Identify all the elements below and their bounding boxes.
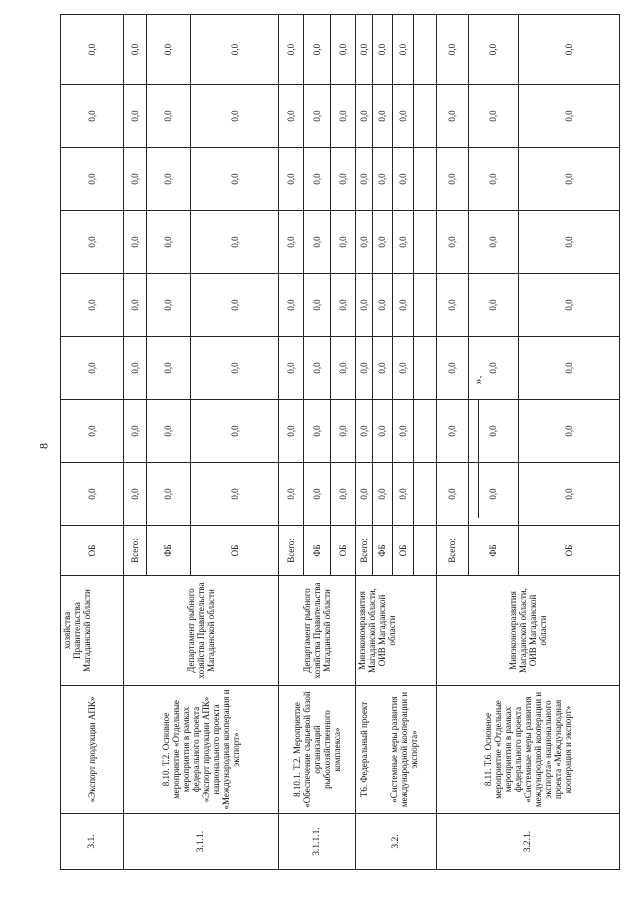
value-cell: 0,0 xyxy=(518,400,619,463)
value-cell: 0,0 xyxy=(518,337,619,400)
row-group-header: Т6. Федеральный проект xyxy=(356,686,372,814)
value-cell: 0,0 xyxy=(372,400,392,463)
value-cell: 0,0 xyxy=(356,15,372,85)
value-cell: 0,0 xyxy=(468,274,518,337)
value-cell: 0,0 xyxy=(356,211,372,274)
value-cell: 0,0 xyxy=(304,337,330,400)
value-cell: 0,0 xyxy=(146,463,190,526)
value-cell: 0,0 xyxy=(279,85,304,148)
row-name: 8.10. Т.2. Основное мероприятие «Отдельные мероприятия в рамках федерального проекта «Экспорт продукции АПК» национального проекта «Международная кооперация и экспорт» xyxy=(124,686,279,814)
value-cell: 0,0 xyxy=(468,148,518,211)
value-cell: 0,0 xyxy=(330,463,355,526)
value-cell-empty xyxy=(414,85,437,148)
value-cell: 0,0 xyxy=(468,463,518,526)
value-cell: 0,0 xyxy=(436,400,468,463)
value-cell: 0,0 xyxy=(392,148,413,211)
value-cell: 0,0 xyxy=(392,463,413,526)
value-cell: 0,0 xyxy=(304,85,330,148)
row-number: 3.2. xyxy=(356,814,437,870)
value-cell: 0,0 xyxy=(279,148,304,211)
value-cell: 0,0 xyxy=(436,274,468,337)
value-cell: 0,0 xyxy=(468,211,518,274)
value-cell: 0,0 xyxy=(146,400,190,463)
value-cell: 0,0 xyxy=(146,148,190,211)
value-cell: 0,0 xyxy=(518,274,619,337)
value-cell-empty xyxy=(414,274,437,337)
row-executor: Минэкономразвития Магаданской области, ОИВ Магаданской области xyxy=(436,576,619,686)
value-cell: 0,0 xyxy=(330,85,355,148)
value-cell: 0,0 xyxy=(330,400,355,463)
value-cell: 0,0 xyxy=(330,211,355,274)
value-cell: 0,0 xyxy=(61,463,124,526)
table-row xyxy=(356,15,372,870)
value-cell: 0,0 xyxy=(356,400,372,463)
value-cell: 0,0 xyxy=(190,463,278,526)
value-cell: 0,0 xyxy=(190,400,278,463)
row-number: 3.2.1. xyxy=(436,814,619,870)
row-name: «Экспорт продукции АПК» xyxy=(61,686,124,814)
value-cell: 0,0 xyxy=(392,274,413,337)
value-cell: 0,0 xyxy=(146,274,190,337)
value-cell: 0,0 xyxy=(190,148,278,211)
value-cell: 0,0 xyxy=(279,211,304,274)
value-cell: 0,0 xyxy=(372,85,392,148)
value-cell-empty xyxy=(414,15,437,85)
row-executor: Департамент рыбного хозяйства Правительства Магаданской области xyxy=(279,576,356,686)
value-cell: 0,0 xyxy=(356,274,372,337)
funding-source: ОБ xyxy=(392,526,413,576)
value-cell: 0,0 xyxy=(372,274,392,337)
value-cell: 0,0 xyxy=(330,148,355,211)
closing-quote: ». xyxy=(470,375,485,385)
value-cell-empty xyxy=(414,211,437,274)
funding-source-empty xyxy=(414,526,437,576)
value-cell: 0,0 xyxy=(124,85,147,148)
value-cell-empty xyxy=(414,337,437,400)
funding-source: ОБ xyxy=(330,526,355,576)
value-cell: 0,0 xyxy=(468,400,518,463)
funding-source: Всего: xyxy=(356,526,372,576)
row-name: 8.10.1. Т.2. Мероприятие «Обеспечение сырьевой базой организаций рыбохозяйственного комплекса» xyxy=(279,686,356,814)
value-cell-empty xyxy=(414,400,437,463)
value-cell: 0,0 xyxy=(372,463,392,526)
row-executor: Минэкономразвития Магаданской области, ОИВ Магаданской области xyxy=(356,576,437,686)
row-executor: хозяйства Правительства Магаданской области xyxy=(61,576,124,686)
table-row xyxy=(372,15,392,870)
row-name: 8.11. Т.6. Основное мероприятие «Отдельные мероприятия в рамках федерального проекта «Системные меры развития международной кооперации и экспорта» национального проекта «Международная кооперация и экспорт» xyxy=(436,686,619,814)
value-cell: 0,0 xyxy=(330,337,355,400)
table-row xyxy=(124,15,147,870)
value-cell: 0,0 xyxy=(436,15,468,85)
value-cell: 0,0 xyxy=(279,463,304,526)
value-cell: 0,0 xyxy=(518,211,619,274)
table-row xyxy=(61,15,124,870)
value-cell: 0,0 xyxy=(279,337,304,400)
value-cell: 0,0 xyxy=(146,211,190,274)
value-cell: 0,0 xyxy=(124,148,147,211)
value-cell: 0,0 xyxy=(304,15,330,85)
value-cell: 0,0 xyxy=(392,400,413,463)
budget-table xyxy=(60,14,620,870)
value-cell: 0,0 xyxy=(124,463,147,526)
funding-source: ОБ xyxy=(61,526,124,576)
value-cell: 0,0 xyxy=(468,337,518,400)
row-number: 3.1.1.1. xyxy=(279,814,356,870)
funding-source: Всего: xyxy=(436,526,468,576)
row-number: 3.1. xyxy=(61,814,124,870)
funding-source: ОБ xyxy=(190,526,278,576)
value-cell: 0,0 xyxy=(436,463,468,526)
value-cell: 0,0 xyxy=(190,211,278,274)
page-number: 8 xyxy=(36,443,51,449)
value-cell: 0,0 xyxy=(436,85,468,148)
value-cell: 0,0 xyxy=(392,337,413,400)
value-cell: 0,0 xyxy=(124,15,147,85)
value-cell: 0,0 xyxy=(61,85,124,148)
value-cell-empty xyxy=(414,463,437,526)
value-cell: 0,0 xyxy=(518,15,619,85)
value-cell: 0,0 xyxy=(372,211,392,274)
value-cell: 0,0 xyxy=(356,148,372,211)
table-row xyxy=(436,15,468,870)
value-cell: 0,0 xyxy=(61,211,124,274)
value-cell: 0,0 xyxy=(372,148,392,211)
value-cell: 0,0 xyxy=(436,337,468,400)
value-cell: 0,0 xyxy=(304,211,330,274)
value-cell: 0,0 xyxy=(392,85,413,148)
value-cell: 0,0 xyxy=(304,274,330,337)
funding-source: ФБ xyxy=(304,526,330,576)
value-cell: 0,0 xyxy=(124,400,147,463)
value-cell: 0,0 xyxy=(356,463,372,526)
funding-source: ФБ xyxy=(468,526,518,576)
value-cell: 0,0 xyxy=(304,400,330,463)
funding-source: ФБ xyxy=(372,526,392,576)
value-cell: 0,0 xyxy=(279,400,304,463)
value-cell: 0,0 xyxy=(304,148,330,211)
value-cell: 0,0 xyxy=(61,400,124,463)
rotated-table-wrapper xyxy=(60,15,620,870)
row-number: 3.1.1. xyxy=(124,814,279,870)
value-cell: 0,0 xyxy=(356,85,372,148)
value-cell: 0,0 xyxy=(392,211,413,274)
value-cell: 0,0 xyxy=(468,85,518,148)
value-cell: 0,0 xyxy=(518,148,619,211)
value-cell: 0,0 xyxy=(61,337,124,400)
value-cell: 0,0 xyxy=(279,15,304,85)
value-cell: 0,0 xyxy=(190,15,278,85)
value-cell: 0,0 xyxy=(436,148,468,211)
value-cell: 0,0 xyxy=(518,463,619,526)
value-cell-empty xyxy=(414,148,437,211)
value-cell: 0,0 xyxy=(279,274,304,337)
value-cell: 0,0 xyxy=(61,274,124,337)
value-cell: 0,0 xyxy=(124,337,147,400)
table-row xyxy=(279,15,304,870)
value-cell: 0,0 xyxy=(190,337,278,400)
value-cell: 0,0 xyxy=(372,15,392,85)
row-executor: Департамент рыбного хозяйства Правительства Магаданской области xyxy=(124,576,279,686)
value-cell: 0,0 xyxy=(330,274,355,337)
value-cell: 0,0 xyxy=(518,85,619,148)
value-cell: 0,0 xyxy=(146,337,190,400)
value-cell: 0,0 xyxy=(392,15,413,85)
value-cell: 0,0 xyxy=(124,211,147,274)
value-cell: 0,0 xyxy=(304,463,330,526)
funding-source: Всего: xyxy=(124,526,147,576)
value-cell: 0,0 xyxy=(356,337,372,400)
value-cell: 0,0 xyxy=(61,15,124,85)
funding-source: Всего: xyxy=(279,526,304,576)
value-cell: 0,0 xyxy=(436,211,468,274)
value-cell: 0,0 xyxy=(61,148,124,211)
value-cell: 0,0 xyxy=(146,85,190,148)
row-name: «Системные меры развития международной кооперации и экспорта» xyxy=(372,686,436,814)
value-cell: 0,0 xyxy=(190,274,278,337)
value-cell: 0,0 xyxy=(372,337,392,400)
value-cell: 0,0 xyxy=(146,15,190,85)
value-cell: 0,0 xyxy=(190,85,278,148)
value-cell: 0,0 xyxy=(330,15,355,85)
value-cell: 0,0 xyxy=(124,274,147,337)
funding-source: ФБ xyxy=(146,526,190,576)
value-cell: 0,0 xyxy=(468,15,518,85)
funding-source: ОБ xyxy=(518,526,619,576)
